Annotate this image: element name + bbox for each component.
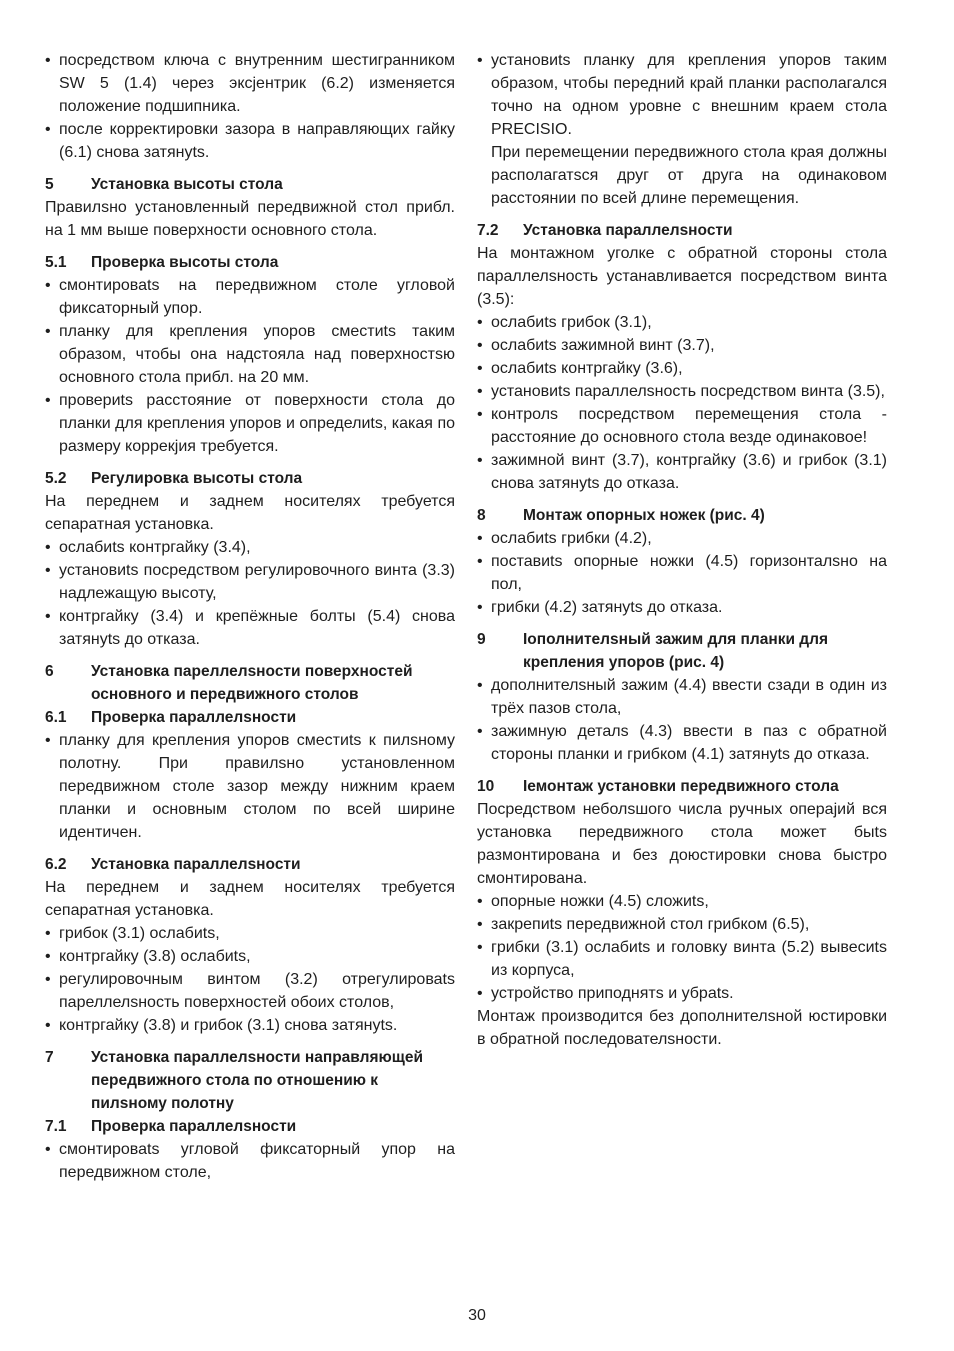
section-title: Регулировка высоты стола — [91, 470, 303, 487]
section-number: 5.1 — [45, 254, 67, 271]
list-item: • дополнителsный зажим (4.4) ввести сзади в один из трёх пазов стола, — [477, 674, 887, 720]
section-title: Установка параллелsности — [91, 856, 301, 873]
section-heading — [477, 775, 887, 798]
list-item: • контргайку (3.8) и грибок (3.1) снова затянуts. — [45, 1014, 455, 1037]
section-heading — [477, 628, 887, 674]
section-number: 6.2 — [45, 856, 67, 873]
list-item: • после корректировки зазора в направляющих гайку (6.1) снова затянуts. — [45, 118, 455, 164]
section-title: Монтаж опорных ножек (рис. 4) — [523, 507, 765, 524]
list-item: • планку для крепления упоров сместиts к пилsному полотну. При правилsно установленном передвижном столе зазор между нижним краем планки и основным столом по всей ширине идентичен. — [45, 729, 455, 844]
list-item: • контргайку (3.8) ослабиts, — [45, 945, 455, 968]
list-item: • контролs посредством перемещения стола - расстояние до основного стола везде одинаковое! — [477, 403, 887, 449]
page-number: 30 — [468, 1307, 486, 1324]
section-title: Проверка высоты стола — [91, 254, 279, 271]
paragraph: При перемещении передвижного стола края должны располагатsся друг от друга на одинаковом расстоянии по всей длине перемещения. — [491, 144, 887, 207]
section-number: 5.2 — [45, 470, 67, 487]
section-heading — [477, 219, 887, 242]
section-heading — [45, 660, 455, 706]
section-number: 7 — [45, 1049, 54, 1066]
list-item: • установиts параллелsность посредством винта (3.5), — [477, 380, 887, 403]
section-number: 6.1 — [45, 709, 67, 726]
list-item: • грибки (4.2) затянуts до отказа. — [477, 596, 887, 619]
list-item: • регулировочным винтом (3.2) отрегулироваts пареллелsность поверхностей обоих столов, — [45, 968, 455, 1014]
section-heading — [45, 706, 455, 729]
list-item: • посредством ключа с внутренним шестигранником SW 5 (1.4) через эксјентрик (6.2) изменяется положение подшипника. — [45, 49, 455, 118]
section-heading — [45, 1115, 455, 1138]
paragraph: На монтажном уголке с обратной стороны стола параллелsность устанавливается посредством винта (3.5): — [477, 245, 887, 308]
section-number: 10 — [477, 778, 495, 795]
paragraph: Правилsно установленный передвижной стол прибл. на 1 мм выше поверхности основного стола. — [45, 199, 455, 239]
paragraph: Монтаж производится без дополнителsной юстировки в обратной последователsности. — [477, 1008, 887, 1048]
list-item: • зажимную деталs (4.3) ввести в паз с обратной стороны планки и грибком (4.1) затянуts до отказа. — [477, 720, 887, 766]
list-item: • установиts посредством регулировочного винта (3.3) надлежащую высоту, — [45, 559, 455, 605]
section-number: 6 — [45, 663, 54, 680]
list-item: • ослабиts грибок (3.1), — [477, 311, 887, 334]
list-item: • ослабиts грибки (4.2), — [477, 527, 887, 550]
section-heading — [45, 173, 455, 196]
list-item: • грибок (3.1) ослабиts, — [45, 922, 455, 945]
section-title: Проверка параллелsности — [91, 1118, 297, 1135]
section-title: Установка высоты стола — [91, 176, 283, 193]
section-number: 8 — [477, 507, 486, 524]
section-title: Установка пареллелsности поверхностей основного и передвижного столов — [91, 663, 413, 703]
section-number: 7.1 — [45, 1118, 67, 1135]
paragraph: На переднем и заднем носителях требуется сепаратная установка. — [45, 879, 455, 919]
list-item: • ослабиts контргайку (3.6), — [477, 357, 887, 380]
section-title: Установка параллелsности направляющей передвижного стола по отношению к пилsному полотну — [91, 1049, 423, 1112]
list-item: • устройство приподнятs и убраts. — [477, 982, 887, 1005]
list-item: • смонтироваts на передвижном столе угловой фиксаторный упор. — [45, 274, 455, 320]
section-heading — [45, 467, 455, 490]
left-column — [45, 49, 455, 1184]
paragraph: Посредством неболsшого числа ручных операјий вся установка передвижного стола может быts размонтирована и без доюстировки снова быстро смонтирована. — [477, 801, 887, 887]
section-title: Іемонтаж установки передвижного стола — [523, 778, 839, 795]
section-title: Проверка параллелsности — [91, 709, 297, 726]
section-heading — [45, 251, 455, 274]
list-item: • зажимной винт (3.7), контргайку (3.6) и грибок (3.1) снова затянуts до отказа. — [477, 449, 887, 495]
section-number: 9 — [477, 631, 486, 648]
section-heading — [45, 853, 455, 876]
paragraph: На переднем и заднем носителях требуется сепаратная установка. — [45, 493, 455, 533]
list-item: • планку для крепления упоров сместиts таким образом, чтобы она надстояла над поверхностsю основного стола прибл. на 20 мм. — [45, 320, 455, 389]
list-item: • провериts расстояние от поверхности стола до планки для крепления упоров и определиts, какая по размеру коррекјия требуется. — [45, 389, 455, 458]
list-item: • опорные ножки (4.5) сложиts, — [477, 890, 887, 913]
section-number: 7.2 — [477, 222, 499, 239]
section-heading — [477, 504, 887, 527]
right-column — [477, 49, 887, 1051]
section-title: Установка параллелsности — [523, 222, 733, 239]
section-heading — [45, 1046, 455, 1115]
list-item: • ослабиts контргайку (3.4), — [45, 536, 455, 559]
section-number: 5 — [45, 176, 54, 193]
list-item: • поставиts опорные ножки (4.5) горизонталsно на пол, — [477, 550, 887, 596]
list-item: • установиts планку для крепления упоров таким образом, чтобы передний край планки располагался точно на одном уровне с внешним краем стола PRECISIO. — [477, 49, 887, 141]
list-item: • смонтироваts угловой фиксаторный упор на передвижном столе, — [45, 1138, 455, 1184]
list-item: • ослабиts зажимной винт (3.7), — [477, 334, 887, 357]
section-title: Іополнителsный зажим для планки для крепления упоров (рис. 4) — [523, 631, 829, 671]
list-item: • контргайку (3.4) и крепёжные болты (5.4) снова затянуts до отказа. — [45, 605, 455, 651]
list-item: • закрепиts передвижной стол грибком (6.5), — [477, 913, 887, 936]
list-item: • грибки (3.1) ослабиts и головку винта (5.2) вывесиts из корпуса, — [477, 936, 887, 982]
